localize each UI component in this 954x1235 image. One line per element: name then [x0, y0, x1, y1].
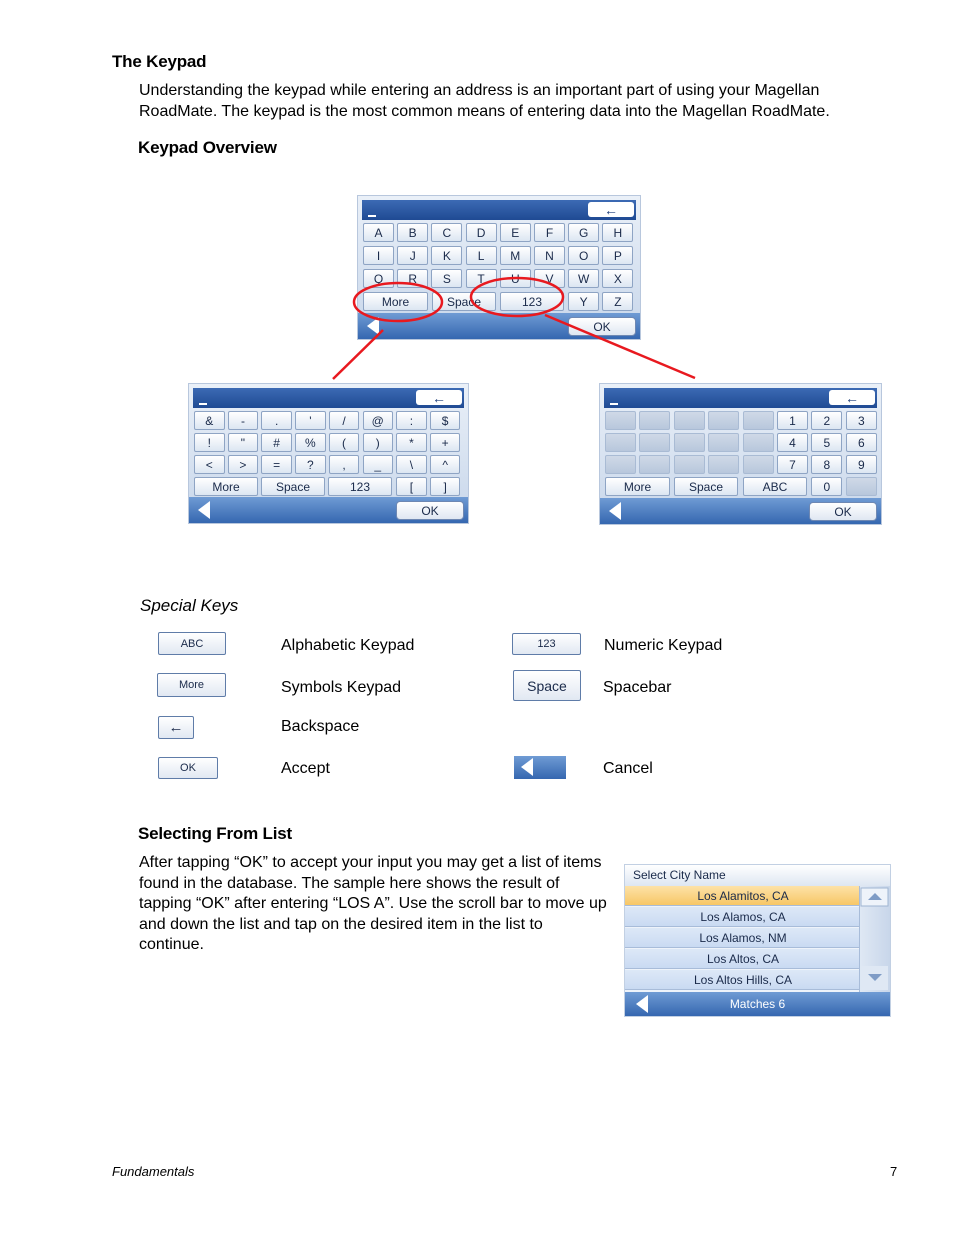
- key-space: Space: [674, 477, 738, 496]
- ok-button: OK: [568, 317, 636, 336]
- connector-line-right: [545, 315, 695, 378]
- key-e: E: [500, 223, 531, 242]
- key-6: 6: [846, 433, 877, 452]
- list-header: Select City Name: [625, 865, 890, 886]
- key-n: N: [534, 246, 565, 265]
- key-abc: ABC: [743, 477, 807, 496]
- scroll-arrows-icon: [860, 886, 890, 992]
- key-space: Space: [432, 292, 496, 311]
- key-more: More: [194, 477, 258, 496]
- key-: -: [228, 411, 259, 430]
- more-key-highlight: [354, 283, 442, 321]
- list-item: Los Alamos, NM: [625, 928, 861, 948]
- key-: @: [363, 411, 394, 430]
- key-a: A: [363, 223, 394, 242]
- num-key-label: Numeric Keypad: [604, 637, 723, 654]
- key-: ): [363, 433, 394, 452]
- key-o: O: [568, 246, 599, 265]
- key-: ?: [295, 455, 326, 474]
- more-key-label: Symbols Keypad: [281, 679, 402, 696]
- connector-line-left: [333, 330, 383, 379]
- key-: +: [430, 433, 461, 452]
- key-: ]: [430, 477, 461, 496]
- key-3: 3: [846, 411, 877, 430]
- key-7: 7: [777, 455, 808, 474]
- key-y: Y: [568, 292, 599, 311]
- key-: <: [194, 455, 225, 474]
- cancel-key-icon: [514, 756, 566, 779]
- city-list-screenshot: [624, 864, 891, 1017]
- key-: ": [228, 433, 259, 452]
- key-0: 0: [811, 477, 842, 496]
- key-t: T: [466, 269, 497, 288]
- key-c: C: [431, 223, 462, 242]
- page-number: 7: [890, 1164, 898, 1179]
- key-m: M: [500, 246, 531, 265]
- section-title: The Keypad: [112, 52, 207, 71]
- intro-paragraph: Understanding the keypad while entering an address is an important part of using your Magellan RoadMate. The keypad is the most common means of entering data into the Magellan RoadMate.: [139, 82, 830, 120]
- backspace-icon: ←: [829, 390, 875, 405]
- numeric-key-highlight: [471, 278, 563, 316]
- list-item: Los Altos Hills, CA: [625, 970, 861, 990]
- special-keys-title: Special Keys: [140, 596, 239, 615]
- key-4: 4: [777, 433, 808, 452]
- abc-key-label: Alphabetic Keypad: [281, 637, 415, 654]
- key-j: J: [397, 246, 428, 265]
- backspace-icon: ←: [588, 202, 634, 217]
- list-item: Los Alamos, CA: [625, 907, 861, 927]
- cancel-key-label: Cancel: [603, 760, 653, 777]
- key-: $: [430, 411, 461, 430]
- backspace-key-icon: ←: [158, 716, 194, 739]
- space-key-icon: Space: [513, 670, 581, 701]
- key-: :: [396, 411, 427, 430]
- key-z: Z: [602, 292, 633, 311]
- key-: (: [329, 433, 360, 452]
- key-d: D: [466, 223, 497, 242]
- key-: \: [396, 455, 427, 474]
- key-: /: [329, 411, 360, 430]
- key-123: 123: [328, 477, 392, 496]
- key-w: W: [568, 269, 599, 288]
- matches-count: Matches 6: [729, 997, 786, 1011]
- more-key-icon: More: [157, 673, 226, 697]
- back-arrow-icon: [635, 995, 649, 1013]
- ok-key-icon: OK: [158, 757, 218, 779]
- key-: .: [261, 411, 292, 430]
- key-more: More: [605, 477, 670, 496]
- backspace-icon: ←: [416, 390, 462, 405]
- list-footer: [625, 992, 890, 1016]
- list-item: Los Alamitos, CA: [625, 886, 861, 906]
- key-2: 2: [811, 411, 842, 430]
- key-u: U: [500, 269, 531, 288]
- key-1: 1: [777, 411, 808, 430]
- key-p: P: [602, 246, 633, 265]
- key-: #: [261, 433, 292, 452]
- key-: >: [228, 455, 259, 474]
- key-i: I: [363, 246, 394, 265]
- key-5: 5: [811, 433, 842, 452]
- space-key-label: Spacebar: [603, 679, 672, 696]
- key-h: H: [602, 223, 633, 242]
- key-q: Q: [363, 269, 394, 288]
- key-r: R: [397, 269, 428, 288]
- key-: ,: [329, 455, 360, 474]
- num-key-icon: 123: [512, 633, 581, 655]
- list-item: Los Altos, CA: [625, 949, 861, 969]
- ok-button: OK: [809, 502, 877, 521]
- overview-title: Keypad Overview: [138, 138, 277, 157]
- scrollbar: [859, 886, 890, 992]
- select-title: Selecting From List: [138, 824, 292, 843]
- key-g: G: [568, 223, 599, 242]
- key-: =: [261, 455, 292, 474]
- backspace-key-label: Backspace: [281, 718, 360, 735]
- key-s: S: [431, 269, 462, 288]
- key-: !: [194, 433, 225, 452]
- key-: &: [194, 411, 225, 430]
- key-x: X: [602, 269, 633, 288]
- key-more: More: [363, 292, 428, 311]
- key-v: V: [534, 269, 565, 288]
- ok-key-label: Accept: [281, 760, 330, 777]
- key-9: 9: [846, 455, 877, 474]
- key-: ': [295, 411, 326, 430]
- abc-key-icon: ABC: [158, 632, 226, 655]
- key-b: B: [397, 223, 428, 242]
- key-: _: [363, 455, 394, 474]
- footer-section: Fundamentals: [112, 1164, 195, 1179]
- key-k: K: [431, 246, 462, 265]
- ok-button: OK: [396, 501, 464, 520]
- highlight-annotations: [0, 0, 954, 560]
- back-arrow-icon: [520, 758, 534, 776]
- select-paragraph: After tapping “OK” to accept your input you may get a list of items found in the database. The sample here shows the result of tapping “OK” after entering “LOS A”. Use the scroll bar to move up and down the list and tap on the desired item in the list to continue.: [139, 854, 607, 953]
- key-: *: [396, 433, 427, 452]
- key-: ^: [430, 455, 461, 474]
- key-123: 123: [500, 292, 564, 311]
- key-8: 8: [811, 455, 842, 474]
- key-: %: [295, 433, 326, 452]
- key-f: F: [534, 223, 565, 242]
- key-: [: [396, 477, 427, 496]
- key-l: L: [466, 246, 497, 265]
- key-space: Space: [261, 477, 325, 496]
